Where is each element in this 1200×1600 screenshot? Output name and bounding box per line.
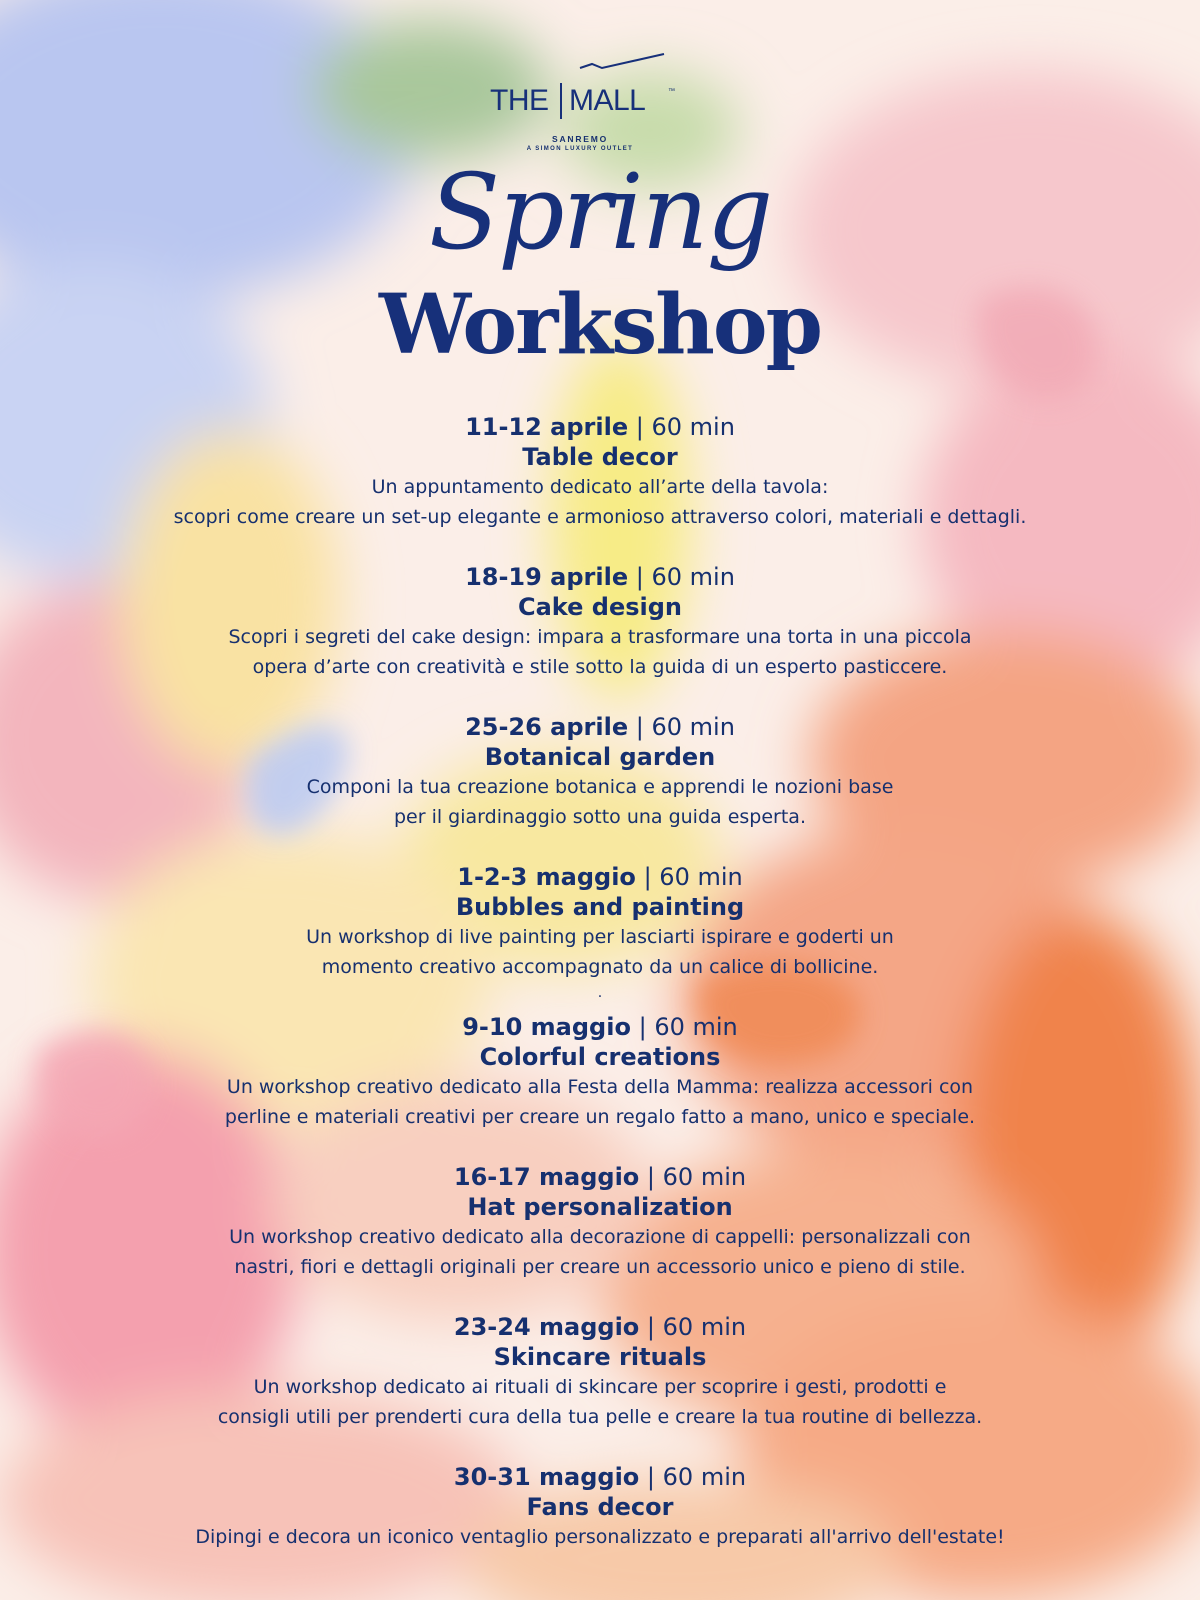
event-date: 30-31 maggio — [453, 1463, 640, 1491]
event-date: 9-10 maggio — [462, 1013, 631, 1041]
event-description-line: consigli utili per prenderti cura della tua pelle e creare la tua routine di bellezza. — [217, 1406, 983, 1428]
event-item — [0, 862, 1200, 982]
event-item — [0, 1012, 1200, 1132]
event-title: Hat personalization — [467, 1193, 733, 1221]
event-description-line: Un workshop creativo dedicato alla decorazione di cappelli: personalizzali con — [229, 1226, 971, 1248]
event-header — [0, 562, 1200, 592]
event-item — [0, 1312, 1200, 1432]
event-duration: 60 min — [662, 1163, 747, 1191]
event-date: 1-2-3 maggio — [457, 863, 636, 891]
event-header — [0, 1012, 1200, 1042]
event-separator: | — [646, 1463, 656, 1491]
event-date: 18-19 aprile — [465, 563, 629, 591]
logo-text-the: THE — [490, 84, 549, 117]
event-description-line: Dipingi e decora un iconico ventaglio personalizzato e preparati all'arrivo dell'estate! — [195, 1526, 1005, 1548]
event-description-line: perline e materiali creativi per creare un regalo fatto a mano, unico e speciale. — [224, 1106, 976, 1128]
event-date: 11-12 aprile — [465, 413, 629, 441]
title-script: Spring — [428, 151, 772, 273]
event-header — [0, 412, 1200, 442]
event-description-line: Componi la tua creazione botanica e apprendi le nozioni base — [306, 776, 894, 798]
logo-trademark: ™ — [668, 88, 675, 95]
event-description-line: Un appuntamento dedicato all’arte della tavola: — [371, 476, 829, 498]
event-title: Table decor — [522, 443, 678, 471]
event-separator: | — [646, 1313, 656, 1341]
event-description-line: Un workshop di live painting per lasciarti ispirare e goderti un — [306, 926, 894, 948]
event-header — [0, 1312, 1200, 1342]
event-title: Fans decor — [526, 1493, 674, 1521]
event-separator: | — [638, 1013, 647, 1041]
event-date: 16-17 maggio — [453, 1163, 640, 1191]
event-description-line: Un workshop dedicato ai rituali di skincare per scoprire i gesti, prodotti e — [253, 1376, 947, 1398]
event-date: 23-24 maggio — [453, 1313, 640, 1341]
event-duration: 60 min — [662, 1313, 747, 1341]
event-title: Botanical garden — [484, 743, 716, 771]
event-separator: | — [635, 563, 644, 591]
event-description-line: Un workshop creativo dedicato alla Festa della Mamma: realizza accessori con — [226, 1076, 974, 1098]
event-duration: 60 min — [651, 563, 735, 591]
logo-divider — [560, 83, 562, 119]
event-date: 25-26 aprile — [465, 713, 629, 741]
logo-text-mall: MALL — [569, 84, 646, 117]
event-separator: | — [643, 863, 652, 891]
event-header — [0, 1462, 1200, 1492]
event-description-line: Scopri i segreti del cake design: impara a trasformare una torta in una piccola — [228, 626, 972, 648]
event-header — [0, 862, 1200, 892]
event-duration: 60 min — [651, 713, 735, 741]
logo-tagline: A SIMON LUXURY OUTLET — [526, 146, 634, 152]
event-duration: 60 min — [651, 413, 735, 441]
stray-dot: . — [597, 985, 603, 1001]
logo-location: SANREMO — [551, 134, 609, 144]
event-separator: | — [635, 713, 644, 741]
event-description-line: nastri, fiori e dettagli originali per creare un accessorio unico e pieno di stile. — [234, 1256, 966, 1278]
event-item — [0, 1462, 1200, 1552]
event-title: Colorful creations — [479, 1043, 721, 1071]
event-item — [0, 562, 1200, 682]
event-item — [0, 1162, 1200, 1282]
event-separator: | — [635, 413, 644, 441]
event-separator: | — [646, 1163, 656, 1191]
title-main: Workshop — [379, 277, 821, 373]
event-description-line: momento creativo accompagnato da un calice di bollicine. — [321, 956, 879, 978]
event-header — [0, 712, 1200, 742]
event-description-line: per il giardinaggio sotto una guida esperta. — [393, 806, 806, 828]
event-header — [0, 1162, 1200, 1192]
event-title: Skincare rituals — [493, 1343, 707, 1371]
event-item — [0, 412, 1200, 532]
event-description-line: opera d’arte con creatività e stile sotto la guida di un esperto pasticcere. — [252, 656, 948, 678]
event-title: Bubbles and painting — [455, 893, 745, 921]
event-description-line: scopri come creare un set-up elegante e armonioso attraverso colori, materiali e dettagli. — [173, 506, 1027, 528]
mall-logo — [480, 50, 680, 160]
event-duration: 60 min — [662, 1463, 747, 1491]
event-duration: 60 min — [654, 1013, 738, 1041]
event-title: Cake design — [518, 593, 682, 621]
event-item — [0, 712, 1200, 832]
event-duration: 60 min — [659, 863, 743, 891]
